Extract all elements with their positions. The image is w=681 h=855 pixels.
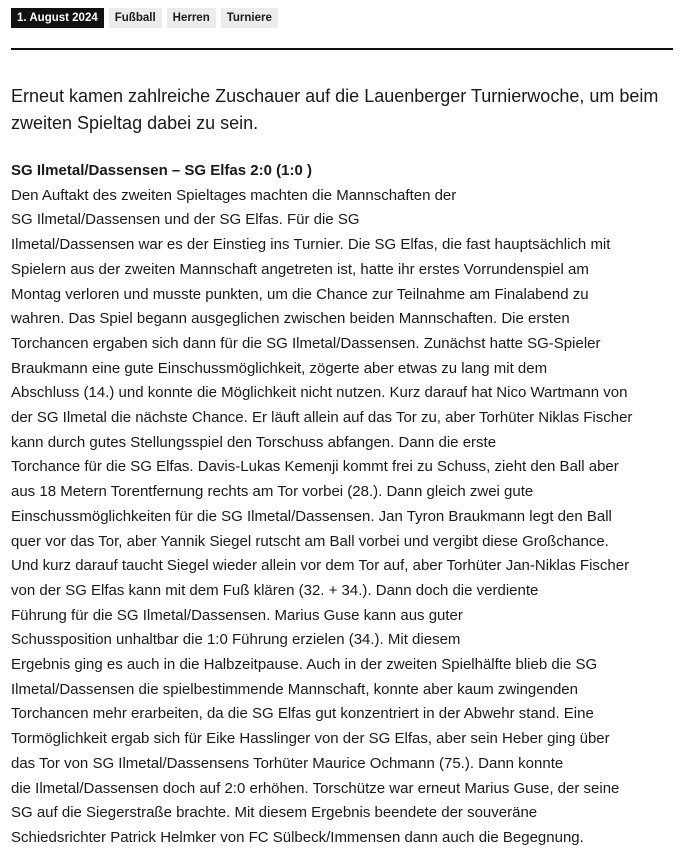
post-date-badge[interactable]: 1. August 2024 [11, 8, 104, 28]
report-line: Den Auftakt des zweiten Spieltages machten die Mannschaften der [11, 186, 457, 204]
report-line: Einschussmöglichkeiten für die SG Ilmetal/Dassensen. Jan Tyron Braukmann legt den Ball [11, 507, 612, 525]
report-line: Ilmetal/Dassensen die spielbestimmende Mannschaft, konnte aber kaum zwingenden [11, 680, 578, 698]
report-line: Führung für die SG Ilmetal/Dassensen. Marius Guse kann aus guter [11, 606, 463, 624]
report-line: kann durch gutes Stellungsspiel den Torschuss abfangen. Dann die erste [11, 433, 497, 451]
report-line: Braukmann eine gute Einschussmöglichkeit, zögerte aber etwas zu lang mit dem [11, 359, 548, 377]
report-line: Schiedsrichter Patrick Helmker von FC Sülbeck/Immensen dann auch die Begegnung. [11, 828, 584, 846]
report-line: aus 18 Metern Torentfernung rechts am Tor vorbei (28.). Dann gleich zwei gute [11, 483, 534, 501]
report-line: Spielern aus der zweiten Mannschaft angetreten ist, hatte ihr erstes Vorrundenspiel am [11, 260, 589, 278]
match-report [11, 159, 673, 851]
match-report-body [11, 184, 673, 851]
report-line: die Ilmetal/Dassensen doch auf 2:0 erhöhen. Torschütze war erneut Marius Guse, der seine [11, 779, 620, 797]
article-intro: Erneut kamen zahlreiche Zuschauer auf die Lauenberger Turnierwoche, um beim zweiten Spieltag dabei zu sein. [11, 86, 659, 133]
report-line: Ergebnis ging es auch in die Halbzeitpause. Auch in der zweiten Spielhälfte blieb die SG [11, 656, 598, 674]
post-meta [11, 8, 278, 28]
report-line: Und kurz darauf taucht Siegel wieder allein vor dem Tor auf, aber Torhüter Jan-Niklas Fischer [11, 557, 630, 575]
report-line: SG auf die Siegerstraße brachte. Mit diesem Ergebnis beendete der souveräne [11, 804, 538, 822]
report-line: Torchance für die SG Elfas. Davis-Lukas Kemenji kommt frei zu Schuss, zieht den Ball aber [11, 458, 619, 476]
report-line: Montag verloren und musste punkten, um die Chance zur Teilnahme am Finalabend zu [11, 285, 589, 303]
report-line: quer vor das Tor, aber Yannik Siegel rutscht am Ball vorbei und vergibt diese Großchance. [11, 532, 609, 550]
report-line: Torchancen mehr erarbeiten, da die SG Elfas gut konzentriert in der Abwehr stand. Eine [11, 705, 594, 723]
report-line: Schussposition unhaltbar die 1:0 Führung erzielen (34.). Mit diesem [11, 631, 461, 649]
header-divider [11, 48, 673, 50]
report-line: Abschluss (14.) und konnte die Möglichkeit nicht nutzen. Kurz darauf hat Nico Wartmann von [11, 384, 628, 402]
report-line: SG Ilmetal/Dassensen und der SG Elfas. Für die SG [11, 211, 360, 229]
report-line: der SG Ilmetal die nächste Chance. Er läuft allein auf das Tor zu, aber Torhüter Niklas Fischer [11, 409, 633, 427]
report-line: wahren. Das Spiel begann ausgeglichen zwischen beiden Mannschaften. Die ersten [11, 310, 570, 328]
category-tag-fussball[interactable]: Fußball [109, 8, 162, 28]
report-line: Tormöglichkeit ergab sich für Eike Hasslinger von der SG Elfas, aber sein Heber ging über [11, 730, 610, 748]
match-heading: SG Ilmetal/Dassensen – SG Elfas 2:0 (1:0 ) [11, 162, 312, 179]
report-line: Torchancen ergaben sich dann für die SG Ilmetal/Dassensen. Zunächst hatte SG-Spieler [11, 334, 601, 352]
report-line: Ilmetal/Dassensen war es der Einstieg ins Turnier. Die SG Elfas, die fast hauptsächlich mit [11, 236, 611, 254]
category-tag-turniere[interactable]: Turniere [221, 8, 278, 28]
report-line: von der SG Elfas kann mit dem Fuß klären (32. + 34.). Dann doch die verdiente [11, 581, 539, 599]
category-tag-herren[interactable]: Herren [167, 8, 216, 28]
report-line: das Tor von SG Ilmetal/Dassensens Torhüter Maurice Ochmann (75.). Dann konnte [11, 754, 564, 772]
